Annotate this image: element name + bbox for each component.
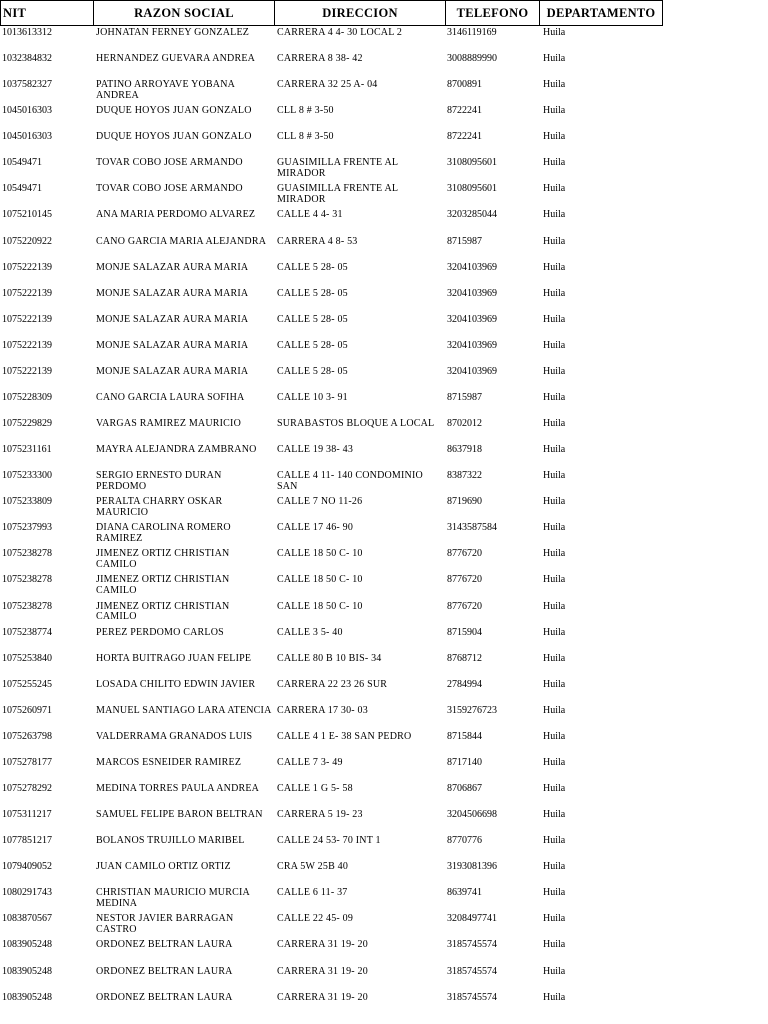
table-row [0,158,768,184]
table-row [0,993,768,1019]
cell-razon-social: CANO GARCIA MARIA ALEJANDRA [96,236,267,247]
cell-direccion: CALLE 3 5- 40 [277,627,343,638]
cell-razon-social: MONJE SALAZAR AURA MARIA [96,340,249,351]
cell-razon-social: BOLANOS TRUJILLO MARIBEL [96,836,245,847]
cell-nit: 1075255245 [2,679,52,690]
cell-nit: 1075233300 [2,471,52,482]
cell-razon-social: DUQUE HOYOS JUAN GONZALO [96,132,252,143]
table-row [0,680,768,706]
cell-nit: 10549471 [2,184,42,195]
table-row [0,106,768,132]
cell-nit: 1075238278 [2,549,52,560]
table-row [0,419,768,445]
cell-razon-social: LOSADA CHILITO EDWIN JAVIER [96,679,256,690]
cell-razon-social: MANUEL SANTIAGO LARA ATENCIA [96,705,272,716]
cell-telefono: 8702012 [447,419,482,430]
cell-telefono: 8715987 [447,236,482,247]
cell-telefono: 3143587584 [447,523,497,534]
cell-direccion: CLL 8 # 3-50 [277,132,334,143]
cell-telefono: 8715844 [447,731,482,742]
table-row [0,602,768,628]
cell-telefono: 3204103969 [447,262,497,273]
cell-telefono: 8715987 [447,392,482,403]
cell-nit: 1075238278 [2,575,52,586]
cell-telefono: 8770776 [447,836,482,847]
cell-razon-social: MONJE SALAZAR AURA MARIA [96,314,249,325]
cell-departamento: Huila [543,28,566,38]
cell-razon-social: JIMENEZ ORTIZ CHRISTIAN CAMILO [96,601,230,623]
cell-departamento: Huila [543,80,566,91]
cell-telefono: 3185745574 [447,992,497,1003]
cell-razon-social: JIMENEZ ORTIZ CHRISTIAN CAMILO [96,575,230,596]
table-row [0,732,768,758]
cell-telefono: 8700891 [447,80,482,91]
cell-telefono: 8715904 [447,627,482,638]
cell-direccion: CALLE 19 38- 43 [277,445,354,456]
cell-nit: 1075220922 [2,236,52,247]
cell-direccion: CARRERA 5 19- 23 [277,810,363,821]
cell-nit: 10549471 [2,158,42,169]
cell-razon-social: ORDONEZ BELTRAN LAURA [96,992,233,1003]
cell-nit: 1075222139 [2,262,52,273]
table-row [0,706,768,732]
cell-departamento: Huila [543,992,566,1003]
cell-razon-social: ORDONEZ BELTRAN LAURA [96,940,233,951]
cell-departamento: Huila [543,340,566,351]
cell-departamento: Huila [543,262,566,273]
table-row [0,184,768,210]
cell-departamento: Huila [543,627,566,638]
cell-razon-social: MONJE SALAZAR AURA MARIA [96,366,249,377]
table-row [0,940,768,966]
header-departamento: DEPARTAMENTO [539,0,663,26]
cell-departamento: Huila [543,575,566,586]
cell-direccion: GUASIMILLA FRENTE AL MIRADOR [277,158,398,179]
cell-razon-social: JOHNATAN FERNEY GONZALEZ [96,28,250,38]
header-nit: NIT [0,0,94,26]
cell-nit: 1075233809 [2,497,52,508]
cell-departamento: Huila [543,497,566,508]
cell-departamento: Huila [543,210,566,221]
cell-telefono: 3146119169 [447,28,497,38]
table-row [0,523,768,549]
table-row [0,28,768,54]
cell-departamento: Huila [543,940,566,951]
table-row [0,289,768,315]
cell-departamento: Huila [543,757,566,768]
cell-telefono: 8722241 [447,106,482,117]
table-row [0,393,768,419]
table-row [0,315,768,341]
table-row [0,54,768,80]
cell-direccion: CALLE 24 53- 70 INT 1 [277,836,381,847]
table-row [0,210,768,236]
header-direccion: DIRECCION [274,0,446,26]
cell-nit: 1075237993 [2,523,52,534]
cell-direccion: CALLE 22 45- 09 [277,914,354,925]
cell-telefono: 8387322 [447,471,482,482]
cell-departamento: Huila [543,523,566,534]
cell-direccion: CARRERA 4 8- 53 [277,236,358,247]
cell-departamento: Huila [543,705,566,716]
cell-direccion: CALLE 7 NO 11-26 [277,497,363,508]
cell-razon-social: TOVAR COBO JOSE ARMANDO [96,184,243,195]
cell-telefono: 3204103969 [447,340,497,351]
cell-direccion: CALLE 18 50 C- 10 [277,601,363,612]
cell-telefono: 8776720 [447,601,482,612]
cell-nit: 1083905248 [2,966,52,977]
cell-nit: 1075228309 [2,392,52,403]
cell-nit: 1045016303 [2,132,52,143]
cell-nit: 1075229829 [2,419,52,430]
cell-departamento: Huila [543,132,566,143]
cell-razon-social: MAYRA ALEJANDRA ZAMBRANO [96,445,257,456]
cell-direccion: CALLE 4 4- 31 [277,210,343,221]
cell-razon-social: MEDINA TORRES PAULA ANDREA [96,784,260,795]
cell-razon-social: JUAN CAMILO ORTIZ ORTIZ [96,862,231,873]
cell-nit: 1083905248 [2,940,52,951]
cell-direccion: CLL 8 # 3-50 [277,106,334,117]
cell-telefono: 3159276723 [447,705,497,716]
table-row [0,497,768,523]
cell-departamento: Huila [543,601,566,612]
table-row [0,654,768,680]
header-telefono: TELEFONO [445,0,540,26]
cell-razon-social: SAMUEL FELIPE BARON BELTRAN [96,810,263,821]
cell-razon-social: JIMENEZ ORTIZ CHRISTIAN CAMILO [96,549,230,570]
header-razon-social: RAZON SOCIAL [93,0,275,26]
cell-direccion: GUASIMILLA FRENTE AL MIRADOR [277,184,398,205]
cell-telefono: 3185745574 [447,940,497,951]
cell-departamento: Huila [543,445,566,456]
cell-departamento: Huila [543,810,566,821]
cell-razon-social: VARGAS RAMIREZ MAURICIO [96,419,241,430]
cell-razon-social: MONJE SALAZAR AURA MARIA [96,288,249,299]
cell-direccion: CALLE 80 B 10 BIS- 34 [277,653,382,664]
cell-departamento: Huila [543,106,566,117]
cell-departamento: Huila [543,236,566,247]
cell-direccion: CARRERA 4 4- 30 LOCAL 2 [277,28,403,38]
cell-telefono: 8722241 [447,132,482,143]
cell-direccion: SURABASTOS BLOQUE A LOCAL [277,419,435,430]
cell-departamento: Huila [543,731,566,742]
cell-telefono: 2784994 [447,679,482,690]
cell-telefono: 8776720 [447,575,482,586]
cell-nit: 1075263798 [2,731,52,742]
cell-razon-social: CANO GARCIA LAURA SOFIHA [96,392,245,403]
cell-nit: 1079409052 [2,862,52,873]
cell-nit: 1037582327 [2,80,52,91]
cell-nit: 1083905248 [2,992,52,1003]
table-row [0,80,768,106]
cell-nit: 1045016303 [2,106,52,117]
cell-direccion: CALLE 4 1 E- 38 SAN PEDRO [277,731,412,742]
cell-razon-social: PEREZ PERDOMO CARLOS [96,627,224,638]
table-row [0,914,768,940]
cell-razon-social: HERNANDEZ GUEVARA ANDREA [96,54,256,65]
table-row [0,628,768,654]
cell-nit: 1075278177 [2,757,52,768]
cell-nit: 1075260971 [2,705,52,716]
cell-telefono: 3203285044 [447,210,497,221]
cell-telefono: 8719690 [447,497,482,508]
cell-telefono: 8639741 [447,888,482,899]
cell-telefono: 3008889990 [447,54,497,65]
table-row [0,237,768,263]
cell-direccion: CALLE 6 11- 37 [277,888,348,899]
cell-departamento: Huila [543,288,566,299]
cell-direccion: CARRERA 8 38- 42 [277,54,363,65]
cell-nit: 1075222139 [2,288,52,299]
cell-nit: 1080291743 [2,888,52,899]
cell-departamento: Huila [543,784,566,795]
table-row [0,263,768,289]
cell-telefono: 8637918 [447,445,482,456]
cell-departamento: Huila [543,54,566,65]
cell-telefono: 3185745574 [447,966,497,977]
table-row [0,758,768,784]
cell-nit: 1075222139 [2,340,52,351]
cell-direccion: CALLE 4 11- 140 CONDOMINIO SAN [277,471,423,492]
cell-direccion: CARRERA 31 19- 20 [277,966,368,977]
cell-razon-social: SERGIO ERNESTO DURAN PERDOMO [96,471,222,492]
cell-telefono: 3204103969 [447,288,497,299]
cell-telefono: 3108095601 [447,184,497,195]
table-row [0,575,768,601]
cell-direccion: CALLE 7 3- 49 [277,757,343,768]
cell-telefono: 3208497741 [447,914,497,925]
cell-razon-social: CHRISTIAN MAURICIO MURCIA MEDINA [96,888,250,909]
cell-nit: 1075311217 [2,810,52,821]
cell-razon-social: ANA MARIA PERDOMO ALVAREZ [96,210,256,221]
cell-direccion: CRA 5W 25B 40 [277,862,349,873]
cell-departamento: Huila [543,862,566,873]
cell-telefono: 8717140 [447,757,482,768]
cell-razon-social: VALDERRAMA GRANADOS LUIS [96,731,253,742]
cell-razon-social: NESTOR JAVIER BARRAGAN CASTRO [96,914,234,935]
cell-nit: 1075238278 [2,601,52,612]
cell-departamento: Huila [543,158,566,169]
cell-telefono: 8768712 [447,653,482,664]
cell-departamento: Huila [543,184,566,195]
cell-direccion: CALLE 5 28- 05 [277,262,348,273]
cell-direccion: CARRERA 32 25 A- 04 [277,80,378,91]
cell-departamento: Huila [543,888,566,899]
cell-razon-social: MONJE SALAZAR AURA MARIA [96,262,249,273]
table-row [0,445,768,471]
cell-departamento: Huila [543,549,566,560]
cell-nit: 1077851217 [2,836,52,847]
table-row [0,862,768,888]
cell-departamento: Huila [543,653,566,664]
cell-razon-social: MARCOS ESNEIDER RAMIREZ [96,757,242,768]
cell-direccion: CALLE 1 G 5- 58 [277,784,353,795]
cell-direccion: CALLE 5 28- 05 [277,314,348,325]
table-row [0,967,768,993]
cell-departamento: Huila [543,966,566,977]
cell-razon-social: DIANA CAROLINA ROMERO RAMIREZ [96,523,231,544]
table-row [0,367,768,393]
cell-direccion: CALLE 18 50 C- 10 [277,549,363,560]
cell-departamento: Huila [543,392,566,403]
cell-direccion: CALLE 5 28- 05 [277,366,348,377]
table-row [0,549,768,575]
table-row [0,810,768,836]
cell-departamento: Huila [543,914,566,925]
cell-telefono: 3108095601 [447,158,497,169]
cell-direccion: CALLE 17 46- 90 [277,523,354,534]
cell-nit: 1075222139 [2,366,52,377]
table-row [0,888,768,914]
cell-direccion: CARRERA 17 30- 03 [277,705,368,716]
cell-telefono: 3204103969 [447,314,497,325]
table-row [0,132,768,158]
cell-departamento: Huila [543,471,566,482]
cell-departamento: Huila [543,836,566,847]
cell-nit: 1075231161 [2,445,52,456]
cell-nit: 1083870567 [2,914,52,925]
cell-telefono: 3193081396 [447,862,497,873]
cell-nit: 1075222139 [2,314,52,325]
cell-nit: 1075278292 [2,784,52,795]
cell-razon-social: PATINO ARROYAVE YOBANA ANDREA [96,80,235,101]
cell-razon-social: DUQUE HOYOS JUAN GONZALO [96,106,252,117]
cell-razon-social: ORDONEZ BELTRAN LAURA [96,966,233,977]
cell-telefono: 3204103969 [447,366,497,377]
cell-direccion: CALLE 5 28- 05 [277,340,348,351]
cell-razon-social: HORTA BUITRAGO JUAN FELIPE [96,653,252,664]
cell-razon-social: PERALTA CHARRY OSKAR MAURICIO [96,497,223,518]
cell-direccion: CARRERA 31 19- 20 [277,940,368,951]
cell-departamento: Huila [543,679,566,690]
table-row [0,471,768,497]
cell-direccion: CALLE 5 28- 05 [277,288,348,299]
cell-telefono: 8776720 [447,549,482,560]
cell-departamento: Huila [543,314,566,325]
cell-nit: 1075238774 [2,627,52,638]
cell-departamento: Huila [543,366,566,377]
cell-nit: 1032384832 [2,54,52,65]
table-row [0,341,768,367]
cell-telefono: 8706867 [447,784,482,795]
table-row [0,836,768,862]
cell-razon-social: TOVAR COBO JOSE ARMANDO [96,158,243,169]
cell-direccion: CARRERA 31 19- 20 [277,992,368,1003]
cell-direccion: CARRERA 22 23 26 SUR [277,679,388,690]
cell-nit: 1075210145 [2,210,52,221]
cell-direccion: CALLE 18 50 C- 10 [277,575,363,586]
cell-telefono: 3204506698 [447,810,497,821]
table-row [0,784,768,810]
cell-direccion: CALLE 10 3- 91 [277,392,348,403]
cell-nit: 1075253840 [2,653,52,664]
cell-departamento: Huila [543,419,566,430]
cell-nit: 1013613312 [2,28,52,38]
